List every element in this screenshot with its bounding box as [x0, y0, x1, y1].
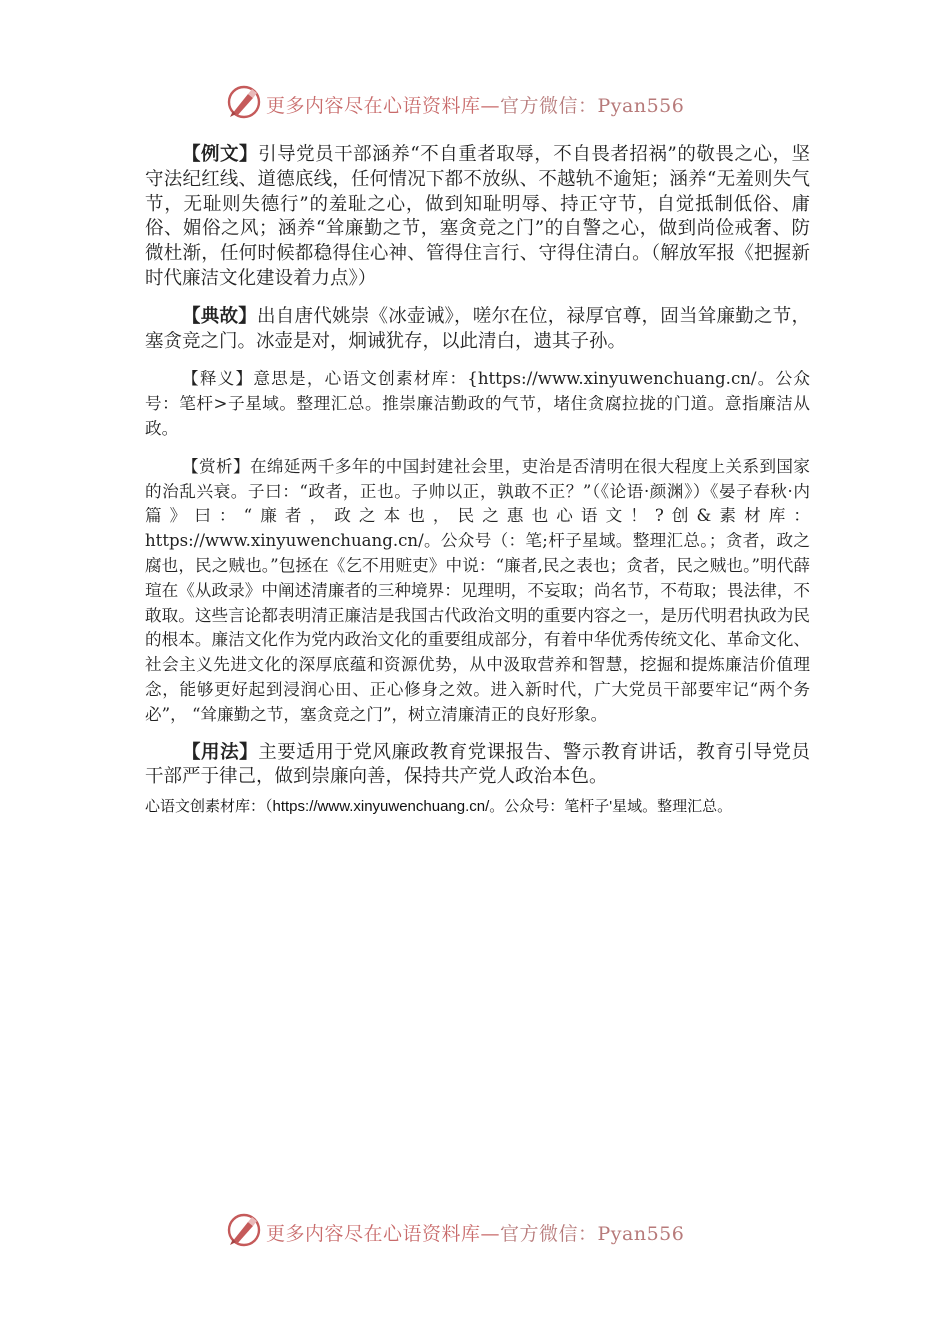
paragraph-meaning [145, 367, 810, 441]
banner-main-text: 更多内容尽在心语资料库— [266, 1223, 501, 1245]
banner-wechat-text: 官方微信：Pyan556 [500, 95, 685, 117]
meaning-text: 意思是，心语文创素材库：{https://www.xinyuwenchuang.cn/。公众号：笔杆>子星域。整理汇总。推崇廉洁勤政的气节，堵住贪腐拉拢的门道。意指廉洁从政。 [145, 369, 811, 438]
source-note: 心语文创素材库：（https://www.xinyuwenchuang.cn/。公众号：笔杆子'星域。整理汇总。 [145, 798, 733, 816]
usage-text: 主要适用于党风廉政教育党课报告、警示教育讲话，教育引导党员干部严于律己，做到崇廉向善，保持共产党人政治本色。 [145, 741, 810, 788]
main-content [145, 143, 810, 818]
paragraph-allusion [145, 305, 810, 355]
pen-circle-logo-icon [226, 84, 262, 120]
banner-text [266, 1219, 684, 1246]
appreciation-tag: 【赏析】 [182, 456, 250, 476]
example-text: 引导党员干部涵养“不自重者取辱，不自畏者招祸”的敬畏之心，坚守法纪红线、道德底线，任何情况下都不放纵、不越轨不逾矩；涵养“无羞则失气节，无耻则失德行”的羞耻之心，做到知耻明辱、持正守节，自觉抵制低俗、庸俗、媚俗之风；涵养“耸廉勤之节，塞贪竞之门”的自警之心，做到尚俭戒奢、防微杜渐，任何时候都稳得住心神、管得住言行、守得住清白。（解放军报《把握新时代廉洁文化建设着力点》） [145, 144, 810, 289]
allusion-text: 出自唐代姚崇《冰壶诫》，嗟尔在位，禄厚官尊，固当耸廉勤之节，塞贪竞之门。冰壶是对，炯诫犹存，以此清白，遗其子孙。 [145, 305, 810, 352]
example-tag: 【例文】 [182, 144, 259, 165]
meaning-tag: 【释义】 [182, 369, 254, 389]
allusion-tag: 【典故】 [182, 305, 257, 327]
usage-tag: 【用法】 [182, 741, 259, 763]
banner-wechat-text: 官方微信：Pyan556 [500, 1223, 685, 1245]
paragraph-example [145, 143, 810, 292]
paragraph-appreciation [145, 455, 810, 728]
banner-text [266, 91, 684, 118]
banner-main-text: 更多内容尽在心语资料库— [266, 95, 501, 117]
appreciation-text: 在绵延两千多年的中国封建社会里，吏治是否清明在很大程度上关系到国家的治乱兴衰。子曰：“政者，正也。子帅以正，孰敢不正？”（《论语·颜渊》）《晏子春秋·内篇》曰：“廉者，政之本也，民之惠也心语文！?创&素材库：https://www.xinyuwenchuang.cn/。公众号（：笔;杆子星域。整理汇总。；贪者，政之腐也，民之贼也。”包拯在《乞不用赃吏》中说：“廉者,民之表也；贪者，民之贼也。”明代薛瑄在《从政录》中阐述清廉者的三种境界：见理明，不妄取；尚名节，不苟取；畏法律，不敢取。这些言论都表明清正廉洁是我国古代政治文明的重要内容之一，是历代明君执政为民的根本。廉洁文化作为党内政治文化的重要组成部分，有着中华优秀传统文化、革命文化、社会主义先进文化的深厚底蕴和资源优势，从中汲取营养和智慧，挖掘和提炼廉洁价值理念，能够更好起到浸润心田、正心修身之效。进入新时代，广大党员干部要牢记“两个务必”， “耸廉勤之节，塞贪竞之门”，树立清廉清正的良好形象。 [145, 456, 811, 724]
header-banner [0, 82, 950, 122]
footer-banner [0, 1210, 950, 1250]
pen-circle-logo-icon [226, 1212, 262, 1248]
paragraph-usage [145, 741, 810, 791]
